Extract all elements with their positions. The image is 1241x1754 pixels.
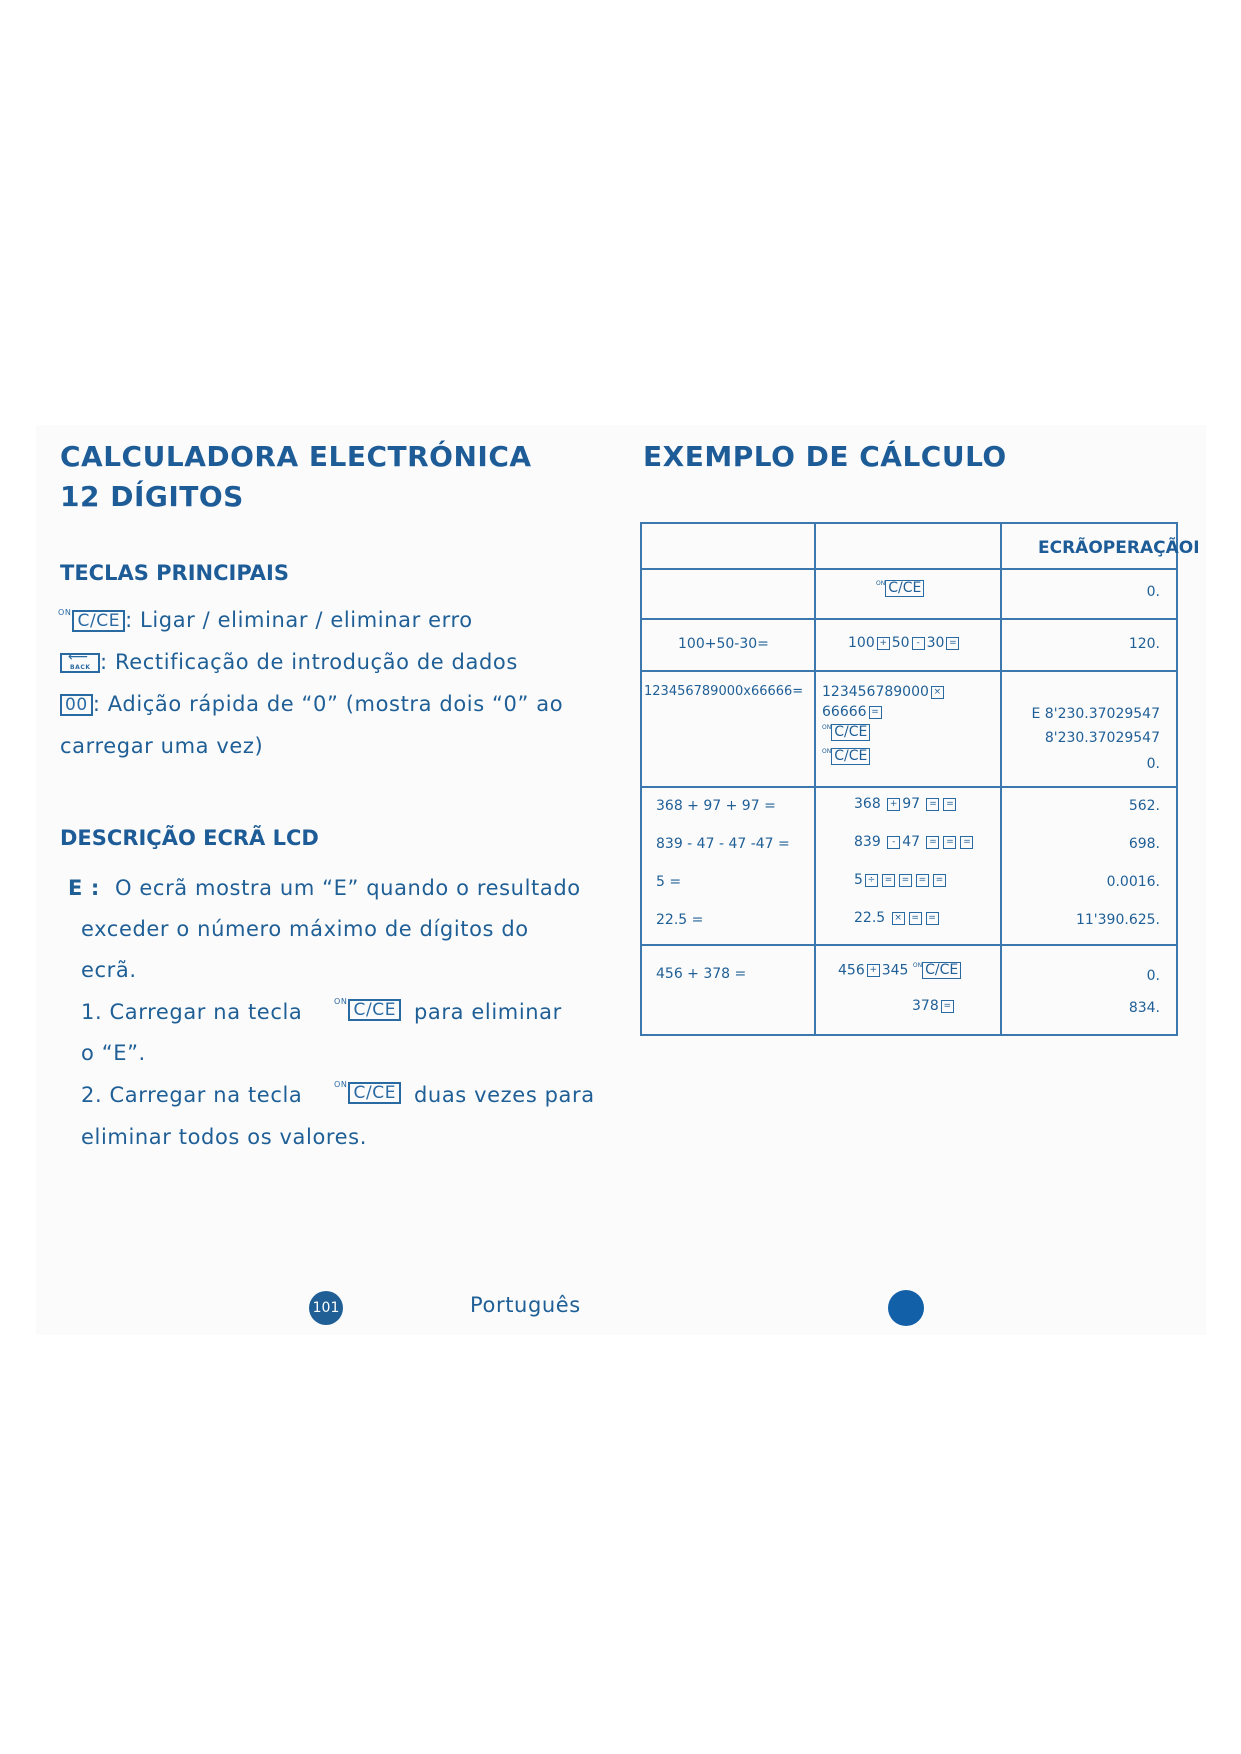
table-cell bbox=[1001, 671, 1177, 787]
step-1-text-3: o “E”. bbox=[81, 1041, 146, 1065]
calculation-table bbox=[640, 522, 1200, 1036]
display-value: 698. bbox=[1128, 836, 1160, 852]
e-desc-line-1: O ecrã mostra um “E” quando o resultado bbox=[115, 876, 581, 900]
table-row bbox=[641, 671, 1177, 787]
number: 47 bbox=[902, 834, 921, 850]
table-row bbox=[641, 945, 1177, 1035]
expression: 5 = bbox=[656, 874, 682, 890]
plus-key-icon: + bbox=[867, 964, 880, 977]
on-label: ON bbox=[822, 748, 832, 755]
cce-key bbox=[876, 580, 924, 597]
expression: 456 + 378 = bbox=[656, 966, 747, 982]
key-back-desc: : Rectificação de introdução de dados bbox=[100, 650, 518, 674]
display-value: 0. bbox=[1146, 756, 1160, 772]
table-header-row bbox=[641, 523, 1177, 569]
display-value: 120. bbox=[1128, 636, 1160, 652]
table-header-label: ECRÃOPERAÇÃOI bbox=[1038, 538, 1200, 558]
divide-key-icon: ÷ bbox=[865, 874, 878, 887]
equals-key-icon: = bbox=[946, 637, 959, 650]
e-desc-line-2: exceder o número máximo de dígitos do bbox=[81, 917, 529, 941]
equals-key-icon: = bbox=[926, 798, 939, 811]
display-value: 11'390.625. bbox=[1075, 912, 1160, 928]
table-cell bbox=[641, 523, 815, 569]
expression: 839 - 47 - 47 -47 = bbox=[656, 836, 790, 852]
key-sequence bbox=[912, 998, 956, 1014]
cce-key-icon: C/CE bbox=[348, 999, 401, 1021]
table-cell bbox=[1001, 945, 1177, 1035]
expression: 22.5 = bbox=[656, 912, 704, 928]
key-cce-desc: : Ligar / eliminar / eliminar erro bbox=[125, 608, 473, 632]
table-cell bbox=[1001, 523, 1200, 569]
step-2-text-3: eliminar todos os valores. bbox=[81, 1125, 367, 1149]
table-cell bbox=[1001, 569, 1177, 619]
key-cce-line bbox=[58, 608, 473, 632]
cce-key-icon: C/CE bbox=[831, 724, 870, 741]
number: 22.5 bbox=[854, 910, 886, 926]
key-00-line bbox=[60, 692, 563, 716]
display-value: 562. bbox=[1128, 798, 1160, 814]
table-cell bbox=[641, 569, 815, 619]
key-back-line bbox=[60, 650, 518, 674]
table-cell bbox=[641, 945, 815, 1035]
equals-key-icon: = bbox=[926, 912, 939, 925]
step-1-text: 1. Carregar na tecla bbox=[81, 1000, 303, 1024]
equals-key-icon: = bbox=[943, 836, 956, 849]
table-cell bbox=[815, 671, 1001, 787]
on-label: ON bbox=[58, 608, 72, 617]
key-sequence bbox=[854, 834, 975, 850]
number: 100 bbox=[848, 635, 875, 651]
display-value: 834. bbox=[1128, 1000, 1160, 1016]
cce-key bbox=[822, 748, 870, 765]
lcd-heading: DESCRIÇÃO ECRÃ LCD bbox=[60, 826, 319, 850]
display-value: 0. bbox=[1146, 968, 1160, 984]
table-cell bbox=[815, 569, 1001, 619]
table-row bbox=[641, 787, 1177, 945]
on-label: ON bbox=[876, 580, 886, 587]
key-sequence bbox=[854, 796, 958, 812]
keys-heading: TECLAS PRINCIPAIS bbox=[60, 561, 289, 585]
on-label: ON bbox=[822, 724, 832, 731]
on-label: ON bbox=[334, 1080, 348, 1089]
table-row bbox=[641, 569, 1177, 619]
back-key-icon bbox=[60, 653, 100, 673]
display-value: 0. bbox=[1146, 584, 1160, 600]
number: 66666 bbox=[822, 704, 867, 720]
expression: 368 + 97 + 97 = bbox=[656, 798, 776, 814]
cce-key-icon: C/CE bbox=[348, 1082, 401, 1104]
number: 368 bbox=[854, 796, 881, 812]
equals-key-icon: = bbox=[882, 874, 895, 887]
table-cell bbox=[641, 787, 815, 945]
e-label: E : bbox=[68, 876, 100, 900]
e-desc-line-3: ecrã. bbox=[81, 958, 137, 982]
number: 456 bbox=[838, 962, 865, 979]
table-cell bbox=[641, 671, 815, 787]
equals-key-icon: = bbox=[899, 874, 912, 887]
step-2-text-2: duas vezes para bbox=[414, 1083, 595, 1107]
step-2-key bbox=[334, 1080, 401, 1104]
cce-key bbox=[822, 724, 870, 741]
cce-key-icon: C/CE bbox=[922, 962, 961, 979]
step-1-text-2: para eliminar bbox=[414, 1000, 562, 1024]
footer-language: Português bbox=[470, 1293, 581, 1317]
equals-key-icon: = bbox=[869, 706, 882, 719]
display-value: 0.0016. bbox=[1106, 874, 1160, 890]
number: 123456789000 bbox=[822, 684, 929, 700]
key-00-desc: : Adição rápida de “0” (mostra dois “0” ao bbox=[92, 692, 564, 716]
minus-key-icon: - bbox=[887, 836, 900, 849]
minus-key-icon: - bbox=[912, 637, 925, 650]
key-sequence bbox=[854, 872, 948, 888]
equals-key-icon: = bbox=[941, 1000, 954, 1013]
equals-key-icon: = bbox=[926, 836, 939, 849]
table-cell bbox=[1001, 787, 1177, 945]
plus-key-icon: + bbox=[877, 637, 890, 650]
table-cell bbox=[1001, 619, 1177, 671]
on-label: ON bbox=[334, 997, 348, 1006]
key-sequence bbox=[854, 910, 941, 926]
number: 97 bbox=[902, 796, 921, 812]
multiply-key-icon: × bbox=[892, 912, 905, 925]
step-1-key bbox=[334, 997, 401, 1021]
expression: 100+50-30= bbox=[678, 636, 769, 652]
number: 5 bbox=[854, 872, 863, 888]
number: 50 bbox=[891, 635, 910, 651]
display-value: 8'230.37029547 bbox=[1044, 730, 1160, 746]
table-row bbox=[641, 619, 1177, 671]
plus-key-icon: + bbox=[887, 798, 900, 811]
table-cell bbox=[815, 787, 1001, 945]
step-2-text: 2. Carregar na tecla bbox=[81, 1083, 303, 1107]
cce-key-icon: C/CE bbox=[831, 748, 870, 765]
equals-key-icon: = bbox=[960, 836, 973, 849]
equals-key-icon: = bbox=[916, 874, 929, 887]
table-cell bbox=[815, 619, 1001, 671]
table-cell bbox=[641, 619, 815, 671]
page-number-badge: 101 bbox=[309, 1291, 343, 1325]
page-title bbox=[60, 437, 532, 517]
number: 30 bbox=[926, 635, 945, 651]
title-line-1: CALCULADORA ELECTRÓNICA bbox=[60, 440, 532, 473]
key-sequence bbox=[848, 635, 961, 651]
equals-key-icon: = bbox=[943, 798, 956, 811]
footer-dot-icon bbox=[888, 1290, 924, 1326]
table-cell bbox=[815, 523, 1001, 569]
key-sequence bbox=[822, 684, 946, 700]
key-sequence bbox=[838, 962, 961, 979]
number: 839 bbox=[854, 834, 881, 850]
equals-key-icon: = bbox=[909, 912, 922, 925]
expression: 123456789000x66666= bbox=[644, 684, 804, 699]
number: 345 bbox=[881, 962, 909, 979]
cce-key-icon: C/CE bbox=[885, 580, 924, 597]
key-00-desc-2: carregar uma vez) bbox=[60, 734, 264, 758]
table-cell bbox=[815, 945, 1001, 1035]
double-zero-key-icon: 00 bbox=[60, 694, 93, 716]
key-sequence bbox=[822, 704, 884, 720]
on-label: ON bbox=[912, 962, 923, 969]
multiply-key-icon: × bbox=[931, 686, 944, 699]
cce-key-icon: C/CE bbox=[72, 610, 125, 632]
equals-key-icon: = bbox=[933, 874, 946, 887]
number: 378 bbox=[912, 998, 939, 1014]
title-line-2: 12 DÍGITOS bbox=[60, 480, 244, 513]
example-title: EXEMPLO DE CÁLCULO bbox=[643, 440, 1007, 473]
display-value: E 8'230.37029547 bbox=[1031, 706, 1160, 722]
